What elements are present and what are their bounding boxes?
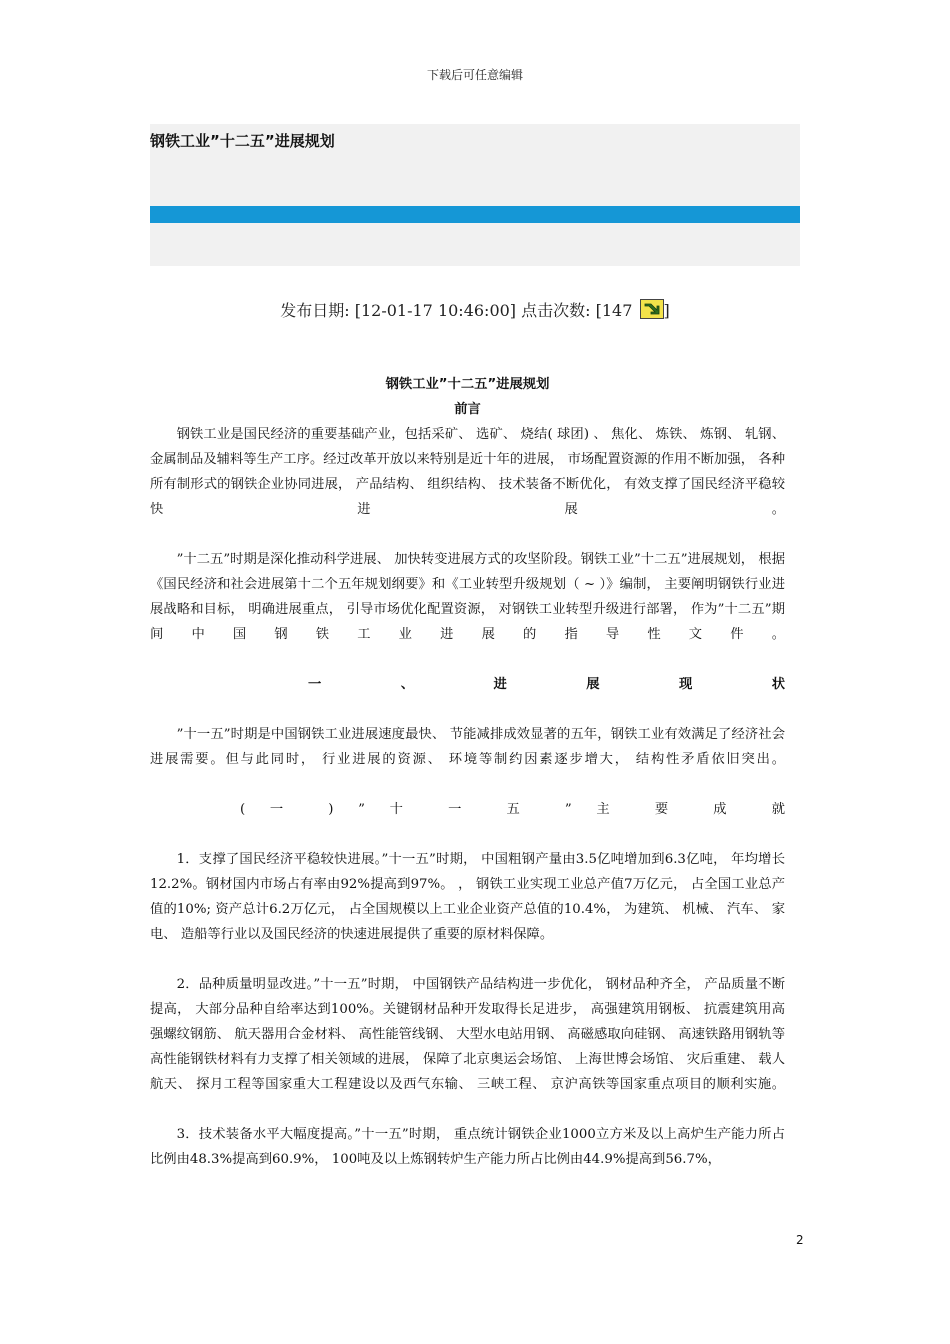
publish-date-and-clicks: 发布日期: [12-01-17 10:46:00] 点击次数: [147	[280, 301, 633, 320]
section-heading-status: 一 、 进 展 现 状	[308, 677, 785, 692]
publish-meta	[0, 298, 950, 321]
subsection-heading-achievements: ( 一 ) ” 十 一 五 ” 主 要 成 就	[240, 802, 785, 817]
banner-accent-bar	[150, 206, 800, 223]
meta-close-bracket: ]	[663, 301, 670, 320]
page-header-note: 下载后可任意编辑	[426, 68, 523, 82]
arrow-icon[interactable]	[640, 299, 664, 319]
document-title: 钢铁工业”十二五”进展规划	[385, 377, 550, 392]
paragraph-planning: ”十二五”时期是深化推动科学进展、 加快转变进展方式的攻坚阶段。钢铁工业”十二五”进展规划， 根据《国民经济和社会进展第十二个五年规划纲要》和《工业转型升级规划（ ~ ）》编制， 主要阐明钢铁行业进展战略和目标， 明确进展重点， 引导市场优化配置资源， 对钢铁工业转型升级进行部署， 作为”十二五”期间中国钢铁工业进展的指导性文件。	[150, 552, 785, 642]
preface-title: 前言	[454, 402, 481, 417]
paragraph-intro: 钢铁工业是国民经济的重要基础产业，包括采矿、 选矿、 烧结( 球团) 、 焦化、 炼铁、 炼钢、 轧钢、 金属制品及辅料等生产工序。经过改革开放以来特别是近十年的进展， 市场配置资源的作用不断加强， 各种所有制形式的钢铁企业协同进展， 产品结构、 组织结构、 技术装备不断优化， 有效支撑了国民经济平稳较快进展。	[150, 427, 786, 517]
paragraph-achievement-3: 3．技术装备水平大幅度提高。”十一五”时期， 重点统计钢铁企业1000立方米及以上高炉生产能力所占比例由48.3%提高到60.9%， 100吨及以上炼钢转炉生产能力所占比例由44.9%提高到56.7%，	[150, 1127, 785, 1167]
page-number: 2	[796, 1233, 804, 1247]
document-body	[150, 372, 785, 1172]
title-banner	[150, 124, 800, 266]
banner-title: 钢铁工业”十二五”进展规划	[150, 132, 335, 150]
paragraph-achievement-1: 1．支撑了国民经济平稳较快进展。”十一五”时期， 中国粗钢产量由3.5亿吨增加到6.3亿吨， 年均增长12.2%。钢材国内市场占有率由92%提高到97%。 ， 钢铁工业实现工业总产值7万亿元， 占全国工业总产值的10%; 资产总计6.2万亿元， 占全国规模以上工业企业资产总值的10.4%， 为建筑、 机械、 汽车、 家电、 造船等行业以及国民经济的快速进展提供了重要的原材料保障。	[150, 852, 785, 942]
paragraph-achievement-2: 2．品种质量明显改进。”十一五”时期， 中国钢铁产品结构进一步优化， 钢材品种齐全， 产品质量不断提高， 大部分品种自给率达到100%。关键钢材品种开发取得长足进步， 高强建筑用钢板、 抗震建筑用高强螺纹钢筋、 航天器用合金材料、 高性能管线钢、 大型水电站用钢、 高磁感取向硅钢、 高速铁路用钢轨等高性能钢铁材料有力支撑了相关领域的进展， 保障了北京奥运会场馆、 上海世博会场馆、 灾后重建、 载人航天、 探月工程等国家重大工程建设以及西气东输、 三峡工程、 京沪高铁等国家重点项目的顺利实施。	[150, 977, 785, 1092]
paragraph-status: ”十一五”时期是中国钢铁工业进展速度最快、 节能减排成效显著的五年，钢铁工业有效满足了经济社会进展需要。但与此同时， 行业进展的资源、 环境等制约因素逐步增大， 结构性矛盾依旧突出。	[150, 727, 785, 767]
